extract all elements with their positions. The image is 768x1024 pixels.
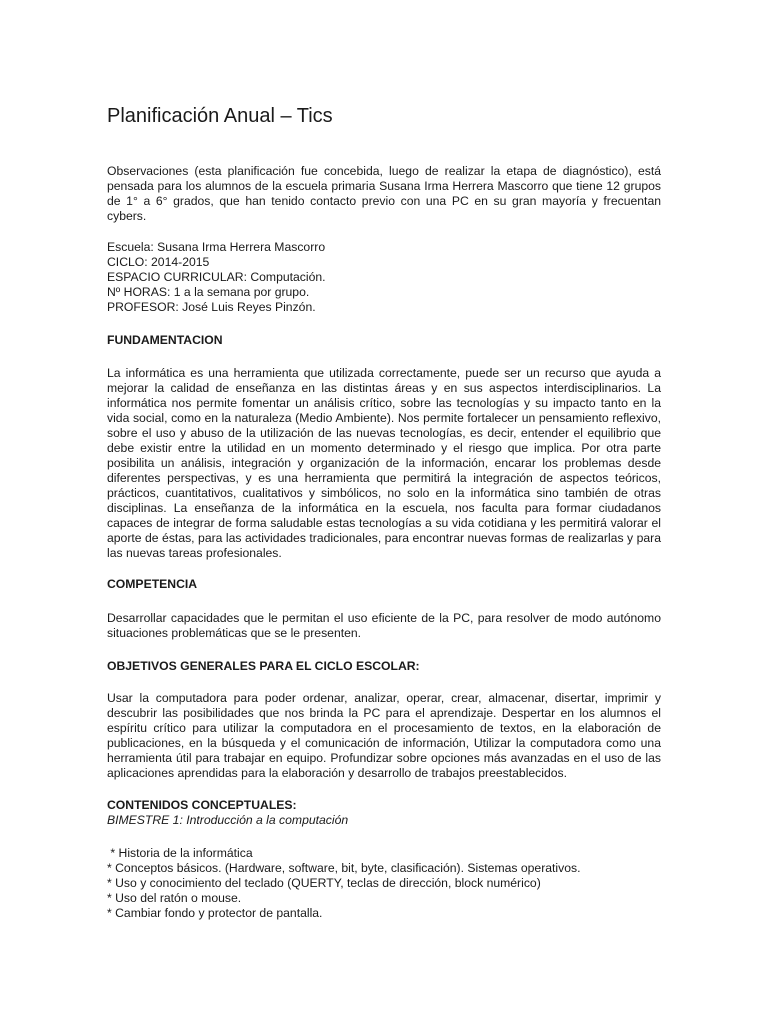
list-item: * Cambiar fondo y protector de pantalla.: [107, 906, 323, 920]
info-school: Escuela: Susana Irma Herrera Mascorro: [107, 240, 326, 254]
info-curricular-space: ESPACIO CURRICULAR: Computación.: [107, 270, 326, 284]
objetivos-paragraph: Usar la computadora para poder ordenar, analizar, operar, crear, almacenar, disertar, imprimir y descubrir las posibilidades que nos brinda la PC para el aprendizaje. Despertar en los alumnos el espíritu crítico para utilizar la computadora en el procesamiento de textos, en la elaboración de publicaciones, en la búsqueda y el comunicación de información, Utilizar la computadora como una herramienta útil para trabajar en equipo. Profundizar sobre opciones más avanzadas en el uso de las aplicaciones aprendidas para la elaboración y desarrollo de trabajos preestablecidos.: [107, 691, 661, 780]
list-item: * Uso y conocimiento del teclado (QUERTY, teclas de dirección, block numérico): [107, 876, 541, 890]
bimestre-label: BIMESTRE 1: Introducción a la computación: [107, 813, 349, 827]
bimestre-list: [107, 846, 661, 921]
document-title: Planificación Anual – Tics: [107, 105, 333, 127]
fundamentacion-heading: FUNDAMENTACION: [107, 333, 223, 347]
competencia-paragraph: Desarrollar capacidades que le permitan el uso eficiente de la PC, para resolver de modo autónomo situaciones problemáticas que se le presenten.: [107, 611, 661, 640]
contenidos-heading: CONTENIDOS CONCEPTUALES:: [107, 798, 297, 812]
info-hours: Nº HORAS: 1 a la semana por grupo.: [107, 285, 310, 299]
observaciones-paragraph: Observaciones (esta planificación fue concebida, luego de realizar la etapa de diagnóstico), está pensada para los alumnos de la escuela primaria Susana Irma Herrera Mascorro que tiene 12 grupos de 1° a 6° grados, que han tenido contacto previo con una PC en su gran mayoría y frecuentan cybers.: [107, 164, 661, 223]
list-item: * Uso del ratón o mouse.: [107, 891, 242, 905]
competencia-heading: COMPETENCIA: [107, 577, 198, 591]
school-info-block: [107, 240, 661, 315]
list-item: * Conceptos básicos. (Hardware, software, bit, byte, clasificación). Sistemas operativos.: [107, 861, 581, 875]
fundamentacion-paragraph: La informática es una herramienta que utilizada correctamente, puede ser un recurso que ayuda a mejorar la calidad de enseñanza en las distintas áreas y en sus aspectos interdisciplinarios. La informática nos permite fomentar un análisis crítico, sobre las tecnologías y su impacto tanto en la vida social, como en la naturaleza (Medio Ambiente). Nos permite fortalecer un pensamiento reflexivo, sobre el uso y abuso de la utilización de las nuevas tecnologías, es decir, entender el equilibrio que debe existir entre la utilidad en un momento determinado y el riesgo que implica. Por otra parte posibilita un análisis, integración y organización de la información, encarar los problemas desde diferentes perspectivas, y es una herramienta que permitirá la integración de aspectos teóricos, prácticos, cuantitativos, cualitativos y simbólicos, no solo en la informática sino también de otras disciplinas. La enseñanza de la informática en la escuela, nos faculta para formar ciudadanos capaces de integrar de forma saludable estas tecnologías a su vida cotidiana y les permitirá valorar el aporte de éstas, para las actividades tradicionales, para encontrar nuevas formas de realizarlas y para las nuevas tareas profesionales.: [107, 366, 661, 560]
info-cycle: CICLO: 2014-2015: [107, 255, 210, 269]
info-teacher: PROFESOR: José Luis Reyes Pinzón.: [107, 300, 316, 314]
objetivos-heading: OBJETIVOS GENERALES PARA EL CICLO ESCOLAR:: [107, 659, 420, 673]
list-item: * Historia de la informática: [107, 846, 253, 860]
